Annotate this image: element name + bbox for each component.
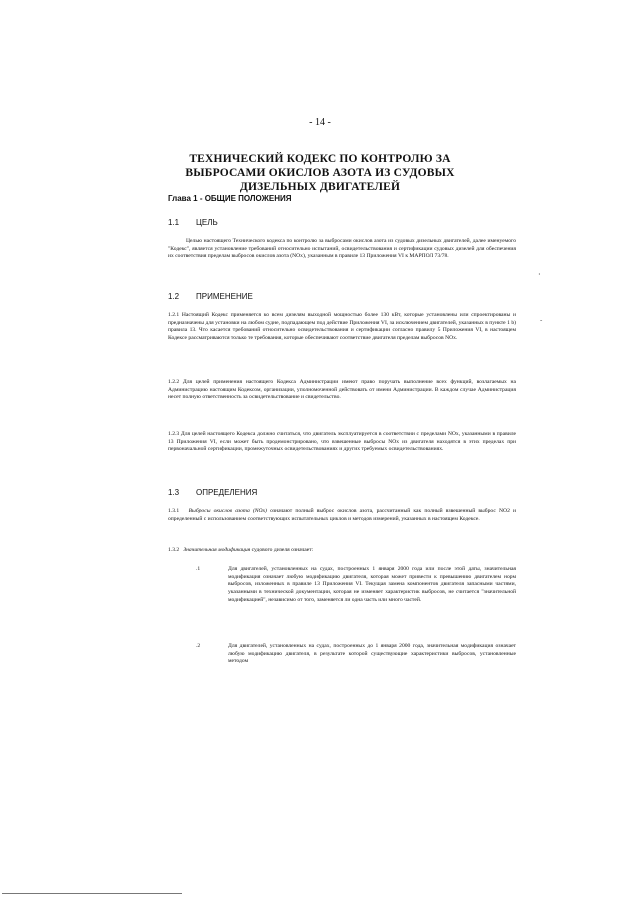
sub-item-marker: .2 xyxy=(196,643,201,649)
section-title: ОПРЕДЕЛЕНИЯ xyxy=(196,488,258,497)
section-heading-1-2 xyxy=(168,292,253,301)
section-heading-1-1 xyxy=(168,218,218,227)
chapter-heading: Глава 1 - ОБЩИЕ ПОЛОЖЕНИЯ xyxy=(168,194,292,203)
defined-term: Выбросы окислов азота (NOx) xyxy=(188,508,267,514)
section-heading-1-3 xyxy=(168,488,257,497)
defined-term: Значительная модификация xyxy=(183,547,251,553)
paragraph-1-3-1 xyxy=(168,508,516,523)
section-number: 1.1 xyxy=(168,218,180,227)
document-title: ТЕХНИЧЕСКИЙ КОДЕКС ПО КОНТРОЛЮ ЗА ВЫБРОСАМИ ОКИСЛОВ АЗОТА ИЗ СУДОВЫХ ДИЗЕЛЬНЫХ ДВИГАТЕЛЕЙ xyxy=(185,153,455,193)
paragraph-number: 1.3.2 xyxy=(168,547,180,553)
paragraph-text: судового дизеля означает: xyxy=(250,547,314,553)
footer-rule xyxy=(2,893,182,894)
section-title: ЦЕЛЬ xyxy=(196,218,218,227)
paragraph-1-2-2: 1.2.2 Для целей применения настоящего Кодекса Администрации имеют право поручать выполнение всех функций, возлагаемых на Администрацию настоящим Кодексом, организации, уполномоченной действовать от имени Администрации. В каждом случае Администрация несет полную ответственность за освидетельствование и свидетельство. xyxy=(168,379,516,401)
section-number: 1.3 xyxy=(168,488,180,497)
paragraph-1-2-1: 1.2.1 Настоящий Кодекс применяется ко всем дизелям выходной мощностью более 130 кВт, которые установлены или спроектированы и предназначены для установки на любом судне, подпадающем под действие Приложения VI, за исключением двигателей, указанных в пункте 1 b) правила 13. Что касается требований относительно освидетельствования и сертификации согласно правилу 5 Приложения VI, в настоящем Кодексе рассматриваются только те требования, которые обеспечивают соответствие двигателя пределам выбросов NOx. xyxy=(168,312,516,342)
scan-speck: · xyxy=(538,270,541,279)
paragraph-1-2-3: 1.2.3 Для целей настоящего Кодекса должно считаться, что двигатель эксплуатируется в соответствии с пределами NOx, указанными в правиле 13 Приложения VI, если может быть продемонстрировано, что взвешенные выбросы NOx из двигателя находятся в этих пределах при первоначальной сертификации, промежуточных освидетельствованиях и других требуемых освидетельствованиях. xyxy=(168,431,516,453)
paragraph-1-1: Целью настоящего Технического кодекса по контролю за выбросами окислов азота из судовых дизельных двигателей, далее именуемого "Кодекс", является установление требований относительно испытаний, освидетельствования и сертификации судовых дизелей для обеспечения их соответствия пределам выбросов окислов азота (NOx), указанным в правиле 13 Приложения VI к МАРПОЛ 73/78. xyxy=(168,238,516,260)
paragraph-number: 1.3.1 xyxy=(168,508,180,514)
paragraph-text: означают полный выброс окислов азота, рассчитанный как полный взвешенный выброс NO2 и определенный с использованием соответствующих испытательных циклов и методов измерений, указанных в настоящем Кодексе. xyxy=(168,508,516,522)
scan-speck: - xyxy=(540,316,543,324)
paragraph-1-3-2 xyxy=(168,547,516,555)
sub-item-text: Для двигателей, установленных на судах, построенных 1 января 2000 года или после этой даты, значительная модификация означает любую модификацию двигателя, которая может привести к превышению двигателем норм выбросов, изложенных в правиле 13 Приложения VI. Текущая замена компонентов двигателя запасными частями, указанными в технической документации, которая не изменяет характеристик выбросов, не считается "значительной модификацией", независимо от того, заменяется ли одна часть или много частей. xyxy=(228,566,516,603)
sub-item-marker: .1 xyxy=(196,566,201,572)
sub-item-text: Для двигателей, установленных на судах, построенных до 1 января 2000 года, значительная модификация означает любую модификацию двигателя, в результате которой существующие характеристики выбросов, установленные методом xyxy=(228,643,516,665)
section-title: ПРИМЕНЕНИЕ xyxy=(196,292,253,301)
section-number: 1.2 xyxy=(168,292,180,301)
page-number: - 14 - xyxy=(309,117,331,128)
